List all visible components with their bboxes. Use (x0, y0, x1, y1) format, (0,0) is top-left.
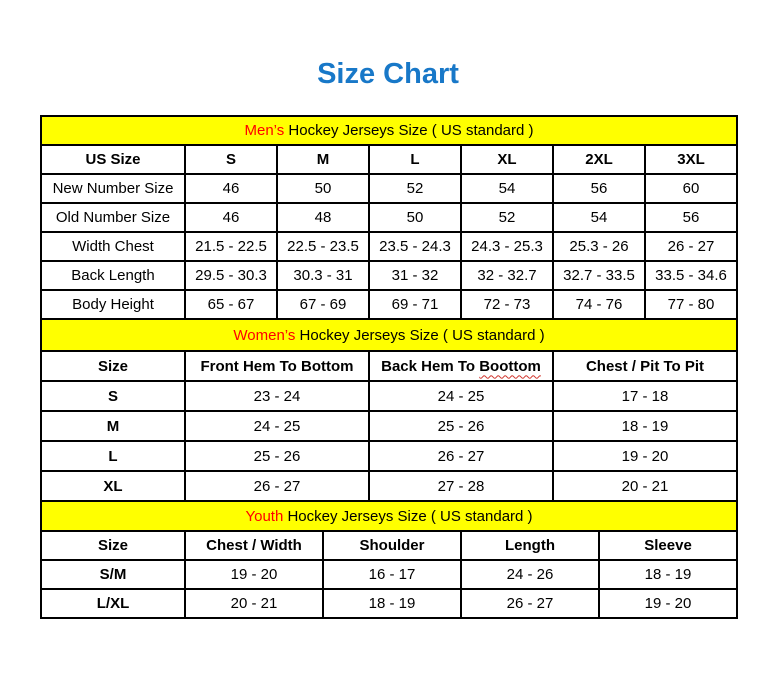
cell-value: 50 (277, 174, 369, 203)
column-header: Size (41, 531, 185, 560)
row-label: Width Chest (41, 232, 185, 261)
row-label: XL (41, 471, 185, 501)
table-row (41, 441, 737, 471)
mens-section-band (41, 116, 737, 145)
womens-section-header (41, 319, 737, 351)
column-header: L (369, 145, 461, 174)
cell-value: 18 - 19 (553, 411, 737, 441)
youth-size-table (40, 500, 738, 619)
cell-value: 18 - 19 (599, 560, 737, 589)
cell-value: 24 - 25 (369, 381, 553, 411)
cell-value: 26 - 27 (461, 589, 599, 618)
row-label: S (41, 381, 185, 411)
row-label: L/XL (41, 589, 185, 618)
mens-section-highlight: Men’s (244, 122, 285, 139)
cell-value: 24 - 25 (185, 411, 369, 441)
cell-value: 27 - 28 (369, 471, 553, 501)
cell-value: 31 - 32 (369, 261, 461, 290)
cell-value: 60 (645, 174, 737, 203)
cell-value: 25.3 - 26 (553, 232, 645, 261)
row-label: Back Length (41, 261, 185, 290)
table-row (41, 560, 737, 589)
column-header (369, 351, 553, 381)
row-label: S/M (41, 560, 185, 589)
row-label: Old Number Size (41, 203, 185, 232)
cell-value: 24 - 26 (461, 560, 599, 589)
column-header: XL (461, 145, 553, 174)
cell-value: 65 - 67 (185, 290, 277, 319)
table-row (41, 589, 737, 618)
cell-value: 19 - 20 (185, 560, 323, 589)
row-label: M (41, 411, 185, 441)
youth-section-title: Hockey Jerseys Size ( US standard ) (287, 507, 533, 525)
cell-value: 30.3 - 31 (277, 261, 369, 290)
page-title: Size Chart (317, 58, 459, 90)
cell-value: 33.5 - 34.6 (645, 261, 737, 290)
column-header: 3XL (645, 145, 737, 174)
cell-value: 21.5 - 22.5 (185, 232, 277, 261)
mens-size-table (40, 115, 738, 320)
row-label: L (41, 441, 185, 471)
cell-value: 54 (461, 174, 553, 203)
womens-section-title: Hockey Jerseys Size ( US standard ) (299, 326, 545, 344)
column-header: Length (461, 531, 599, 560)
cell-value: 19 - 20 (553, 441, 737, 471)
cell-value: 32 - 32.7 (461, 261, 553, 290)
cell-value: 74 - 76 (553, 290, 645, 319)
column-header: S (185, 145, 277, 174)
row-label: Body Height (41, 290, 185, 319)
cell-value: 17 - 18 (553, 381, 737, 411)
cell-value: 25 - 26 (185, 441, 369, 471)
youth-section-band (41, 501, 737, 531)
cell-value: 69 - 71 (369, 290, 461, 319)
cell-value: 26 - 27 (369, 441, 553, 471)
size-tables-container (40, 115, 736, 619)
cell-value: 20 - 21 (185, 589, 323, 618)
mens-section-title: Hockey Jerseys Size ( US standard ) (288, 122, 534, 139)
column-header: Size (41, 351, 185, 381)
column-header: Chest / Width (185, 531, 323, 560)
misspelled-word: Boottom (479, 357, 541, 375)
youth-section-highlight: Youth (245, 507, 284, 525)
cell-value: 20 - 21 (553, 471, 737, 501)
cell-value: 26 - 27 (645, 232, 737, 261)
row-label: New Number Size (41, 174, 185, 203)
cell-value: 46 (185, 174, 277, 203)
womens-size-table (40, 318, 738, 502)
table-row (41, 261, 737, 290)
cell-value: 50 (369, 203, 461, 232)
cell-value: 52 (461, 203, 553, 232)
cell-value: 32.7 - 33.5 (553, 261, 645, 290)
column-header: Chest / Pit To Pit (553, 351, 737, 381)
table-row (41, 290, 737, 319)
youth-section-header (41, 501, 737, 531)
cell-value: 29.5 - 30.3 (185, 261, 277, 290)
table-row (41, 471, 737, 501)
cell-value: 52 (369, 174, 461, 203)
cell-value: 18 - 19 (323, 589, 461, 618)
womens-section-highlight: Women’s (233, 326, 296, 344)
column-header: Front Hem To Bottom (185, 351, 369, 381)
cell-value: 16 - 17 (323, 560, 461, 589)
womens-section-band (41, 319, 737, 351)
table-row (41, 381, 737, 411)
table-row (41, 203, 737, 232)
column-header: Sleeve (599, 531, 737, 560)
cell-value: 56 (553, 174, 645, 203)
cell-value: 67 - 69 (277, 290, 369, 319)
cell-value: 72 - 73 (461, 290, 553, 319)
cell-value: 19 - 20 (599, 589, 737, 618)
column-header: Shoulder (323, 531, 461, 560)
mens-header-row (41, 145, 737, 174)
cell-value: 56 (645, 203, 737, 232)
cell-value: 25 - 26 (369, 411, 553, 441)
cell-value: 22.5 - 23.5 (277, 232, 369, 261)
column-header: 2XL (553, 145, 645, 174)
column-header: M (277, 145, 369, 174)
table-row (41, 411, 737, 441)
column-header-text: Back Hem To (381, 357, 476, 375)
youth-header-row (41, 531, 737, 560)
cell-value: 26 - 27 (185, 471, 369, 501)
cell-value: 54 (553, 203, 645, 232)
cell-value: 48 (277, 203, 369, 232)
mens-section-header (41, 116, 737, 145)
cell-value: 23.5 - 24.3 (369, 232, 461, 261)
womens-header-row (41, 351, 737, 381)
table-row (41, 174, 737, 203)
cell-value: 24.3 - 25.3 (461, 232, 553, 261)
cell-value: 46 (185, 203, 277, 232)
table-row (41, 232, 737, 261)
cell-value: 23 - 24 (185, 381, 369, 411)
column-header: US Size (41, 145, 185, 174)
cell-value: 77 - 80 (645, 290, 737, 319)
